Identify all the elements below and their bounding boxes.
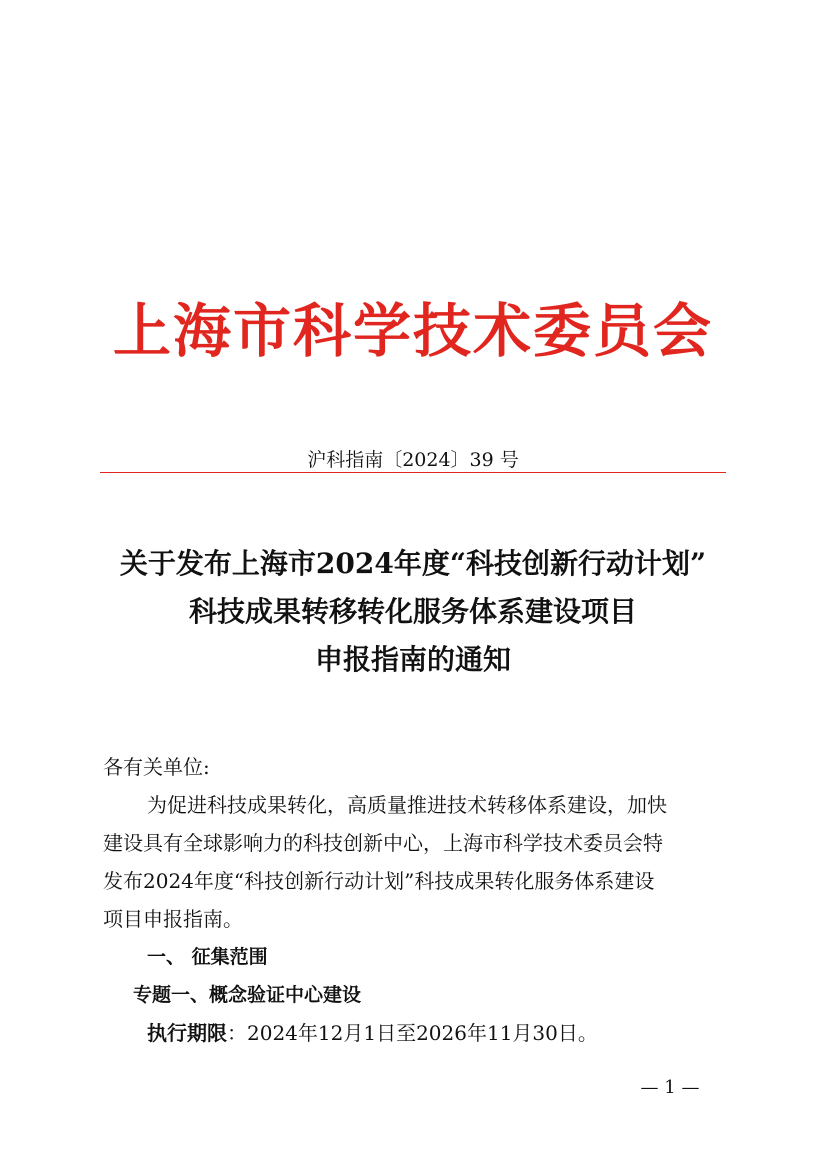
paragraph-line: 建设具有全球影响力的科技创新中心，上海市科学技术委员会特 — [103, 831, 663, 855]
notice-title — [60, 540, 766, 684]
document-number: 沪科指南〔2024〕39 号 — [307, 449, 519, 471]
topic-heading: 专题一、概念验证中心建设 — [133, 984, 362, 1006]
salutation: 各有关单位: — [103, 755, 210, 779]
notice-title-line-3: 申报指南的通知 — [314, 643, 511, 676]
paragraph-line: 项目申报指南。 — [103, 907, 243, 931]
section-heading: 一、 征集范围 — [147, 946, 268, 968]
issuing-org-title: 上海市科学技术委员会 — [112, 297, 713, 365]
red-divider — [100, 472, 726, 473]
notice-title-line-1: 关于发布上海市2024年度“科技创新行动计划” — [119, 547, 707, 580]
execution-term-value: ：2024年12月1日至2026年11月30日。 — [227, 1021, 598, 1045]
notice-body — [103, 748, 725, 1052]
notice-title-line-2: 科技成果转移转化服务体系建设项目 — [188, 595, 637, 628]
paragraph-line: 发布2024年度“科技创新行动计划”科技成果转化服务体系建设 — [103, 869, 655, 893]
page-number: — 1 — — [640, 1077, 700, 1098]
paragraph-line: 为促进科技成果转化，高质量推进技术转移体系建设，加快 — [147, 793, 667, 817]
execution-term-label: 执行期限 — [147, 1021, 227, 1045]
execution-term — [103, 1014, 725, 1052]
